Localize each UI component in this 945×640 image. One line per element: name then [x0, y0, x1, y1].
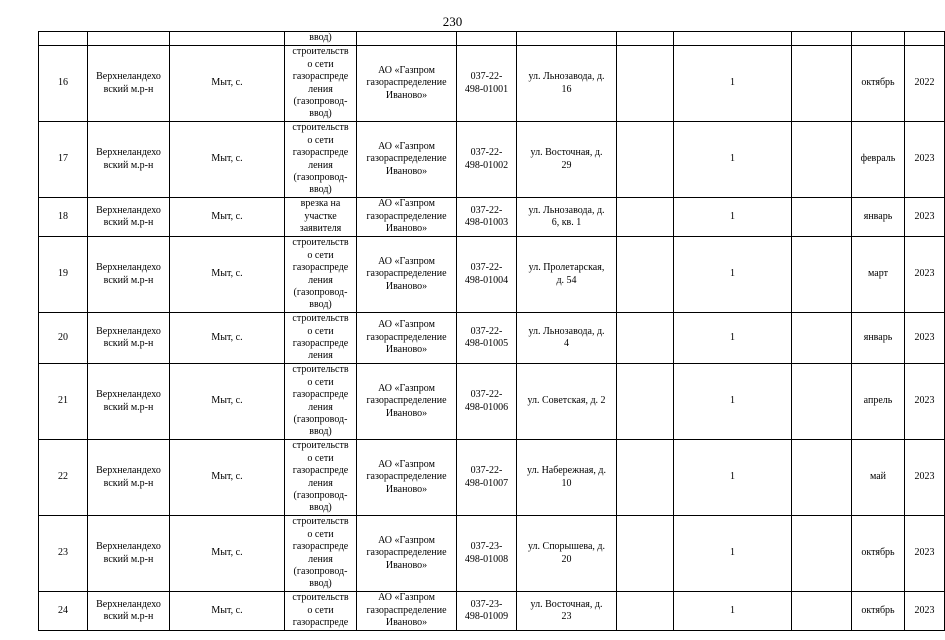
cell-year: 2023: [905, 122, 945, 198]
cell-work-type: [285, 364, 357, 440]
cell-line: о сети: [307, 452, 334, 464]
cell-line: вский м.р-н: [103, 338, 154, 349]
cell-line: 23: [561, 611, 572, 622]
cell-month: март: [852, 237, 905, 313]
cell-line: 498-01009: [464, 611, 509, 622]
cell-district: [88, 237, 170, 313]
cell-line: АО «Газпром: [378, 140, 435, 152]
cell-num: 23: [39, 516, 88, 592]
cell-line: врезка на: [300, 198, 341, 210]
table-row: [39, 592, 945, 631]
cell-line: 498-01006: [464, 401, 509, 413]
cell-year: 2022: [905, 46, 945, 122]
cell-line: газораспределение: [366, 604, 447, 616]
cell-line: Верхнеландехо: [96, 147, 161, 159]
cell-line: вский м.р-н: [103, 159, 154, 171]
cell-line: АО «Газпром: [378, 198, 435, 210]
cell-work-type: [285, 122, 357, 198]
cell-line: Иваново»: [385, 559, 428, 571]
cell-line: ления: [308, 477, 333, 489]
cell-district: [88, 198, 170, 237]
cell-line: Верхнеландехо: [96, 598, 161, 610]
cell-line: о сети: [307, 134, 334, 146]
cell-line: 037-23-: [470, 541, 503, 553]
cell-line: строительств: [292, 122, 349, 134]
cell-line: газораспределение: [366, 395, 447, 407]
cell-quantity: 1: [674, 237, 792, 313]
cell-empty: [617, 237, 674, 313]
cell-year: 2023: [905, 440, 945, 516]
cell-address: [517, 122, 617, 198]
cell-code: [457, 592, 517, 631]
cell-line: Иваново»: [385, 165, 428, 177]
cell-year: 2023: [905, 237, 945, 313]
cell-line: ввод): [309, 502, 332, 514]
cell-empty: [617, 122, 674, 198]
cell-settlement: Мыт, с.: [170, 592, 285, 631]
cell-line: Иваново»: [385, 89, 428, 101]
cell-line: 6, кв. 1: [551, 217, 582, 228]
cell-line: 037-22-: [470, 262, 503, 274]
cell-month: май: [852, 440, 905, 516]
cell-quantity: 1: [674, 592, 792, 631]
cell-line: ул. Льнозавода, д.: [528, 71, 605, 83]
cell-line: ввод): [309, 299, 332, 311]
cell-empty: [792, 46, 852, 122]
cell-line: ления: [308, 83, 333, 95]
cell-line: вский м.р-н: [103, 553, 154, 565]
cell-line: вский м.р-н: [103, 401, 154, 413]
cell-work-type: [285, 516, 357, 592]
cell-line: строительств: [292, 440, 349, 452]
cell-quantity: 1: [674, 364, 792, 440]
cell-line: ул. Восточная, д.: [530, 598, 603, 610]
cell-quantity: [674, 32, 792, 46]
cell-code: [457, 237, 517, 313]
cell-line: 498-01001: [464, 83, 509, 95]
cell-line: газораспреде: [292, 465, 349, 477]
cell-line: (газопровод-: [293, 413, 348, 425]
cell-line: 20: [561, 553, 572, 565]
cell-line: о сети: [307, 376, 334, 388]
cell-line: (газопровод-: [293, 171, 348, 183]
cell-empty: [792, 516, 852, 592]
table-row: [39, 122, 945, 198]
cell-address: [517, 364, 617, 440]
table-row: [39, 440, 945, 516]
cell-line: газораспределение: [366, 77, 447, 89]
cell-line: Верхнеландехо: [96, 325, 161, 337]
table-row: [39, 516, 945, 592]
cell-address: [517, 46, 617, 122]
cell-district: [88, 592, 170, 631]
table-row: [39, 198, 945, 237]
cell-empty: [617, 198, 674, 237]
table-row: [39, 237, 945, 313]
cell-address: [517, 198, 617, 237]
cell-line: ввод): [309, 108, 332, 120]
cell-empty: [792, 440, 852, 516]
cell-num: 20: [39, 313, 88, 364]
gas-connection-table: [38, 31, 945, 631]
cell-code: [457, 516, 517, 592]
cell-line: участке: [304, 210, 337, 222]
cell-month: октябрь: [852, 46, 905, 122]
cell-empty: [617, 516, 674, 592]
cell-district: [88, 364, 170, 440]
cell-address: [517, 516, 617, 592]
cell-line: строительств: [292, 313, 349, 325]
cell-num: 21: [39, 364, 88, 440]
cell-line: 037-23-: [470, 598, 503, 610]
cell-line: 498-01002: [464, 159, 509, 171]
cell-line: ул. Набережная, д.: [527, 465, 606, 477]
cell-line: 4: [564, 338, 569, 349]
cell-line: (газопровод-: [293, 489, 348, 501]
cell-line: Иваново»: [385, 223, 428, 235]
cell-code: [457, 313, 517, 364]
cell-line: газораспределение: [366, 331, 447, 343]
cell-line: 037-22-: [470, 465, 503, 477]
cell-line: АО «Газпром: [378, 319, 435, 331]
cell-address: [517, 32, 617, 46]
cell-organization: [357, 592, 457, 631]
cell-line: Верхнеландехо: [96, 71, 161, 83]
cell-code: [457, 46, 517, 122]
cell-line: ления: [308, 401, 333, 413]
cell-line: ул. Пролетарская,: [528, 262, 605, 274]
cell-year: 2023: [905, 364, 945, 440]
cell-line: Иваново»: [385, 280, 428, 292]
cell-year: 2023: [905, 313, 945, 364]
cell-num: 16: [39, 46, 88, 122]
cell-line: газораспреде: [292, 541, 349, 553]
cell-organization: [357, 364, 457, 440]
cell-line: строительств: [292, 46, 349, 58]
cell-work-type: [285, 440, 357, 516]
cell-quantity: 1: [674, 440, 792, 516]
cell-line: строительств: [292, 516, 349, 528]
cell-line: газораспреде: [292, 617, 349, 629]
cell-organization: [357, 237, 457, 313]
cell-line: ления: [308, 350, 333, 362]
table-row: [39, 364, 945, 440]
cell-num: 22: [39, 440, 88, 516]
cell-work-type: [285, 313, 357, 364]
cell-line: (газопровод-: [293, 565, 348, 577]
cell-line: 498-01003: [464, 217, 509, 228]
cell-month: январь: [852, 198, 905, 237]
cell-quantity: 1: [674, 516, 792, 592]
cell-line: газораспреде: [292, 262, 349, 274]
cell-line: 037-22-: [470, 325, 503, 337]
cell-line: ления: [308, 553, 333, 565]
cell-line: 037-22-: [470, 389, 503, 401]
cell-line: вский м.р-н: [103, 274, 154, 286]
cell-code: [457, 364, 517, 440]
cell-quantity: 1: [674, 46, 792, 122]
cell-organization: [357, 32, 457, 46]
cell-line: 16: [561, 83, 572, 95]
cell-organization: [357, 46, 457, 122]
cell-line: о сети: [307, 58, 334, 70]
cell-line: строительств: [292, 364, 349, 376]
cell-empty: [792, 592, 852, 631]
cell-month: январь: [852, 313, 905, 364]
cell-line: ул. Восточная, д.: [530, 147, 603, 159]
cell-line: Верхнеландехо: [96, 389, 161, 401]
cell-line: ления: [308, 274, 333, 286]
cell-line: Иваново»: [385, 407, 428, 419]
cell-month: октябрь: [852, 592, 905, 631]
cell-organization: [357, 440, 457, 516]
cell-line: 037-22-: [470, 71, 503, 83]
cell-settlement: Мыт, с.: [170, 516, 285, 592]
cell-empty: [792, 122, 852, 198]
cell-district: [88, 46, 170, 122]
cell-num: 24: [39, 592, 88, 631]
cell-empty: [617, 46, 674, 122]
cell-line: газораспределение: [366, 210, 447, 222]
cell-line: ввод): [309, 184, 332, 196]
cell-num: [39, 32, 88, 46]
cell-line: газораспреде: [292, 71, 349, 83]
cell-settlement: Мыт, с.: [170, 122, 285, 198]
cell-line: газораспреде: [292, 147, 349, 159]
cell-line: 498-01004: [464, 274, 509, 286]
cell-line: Верхнеландехо: [96, 465, 161, 477]
cell-organization: [357, 313, 457, 364]
cell-line: 498-01005: [464, 338, 509, 349]
cell-empty: [617, 364, 674, 440]
cell-empty: [617, 440, 674, 516]
cell-line: 037-22-: [470, 204, 503, 216]
cell-line: вский м.р-н: [103, 217, 154, 228]
cell-line: АО «Газпром: [378, 592, 435, 604]
cell-line: АО «Газпром: [378, 382, 435, 394]
cell-empty: [792, 237, 852, 313]
table-row-continued: [39, 32, 945, 46]
cell-line: заявителя: [299, 223, 342, 235]
cell-empty: [617, 313, 674, 364]
cell-work-type: [285, 198, 357, 237]
cell-line: о сети: [307, 528, 334, 540]
cell-month: [852, 32, 905, 46]
cell-code: [457, 32, 517, 46]
cell-work-type: [285, 237, 357, 313]
cell-month: февраль: [852, 122, 905, 198]
cell-line: ввод): [309, 426, 332, 438]
cell-line: ления: [308, 159, 333, 171]
table-row: [39, 313, 945, 364]
cell-month: апрель: [852, 364, 905, 440]
cell-quantity: 1: [674, 122, 792, 198]
cell-empty: [617, 592, 674, 631]
cell-line: 037-22-: [470, 147, 503, 159]
cell-organization: [357, 516, 457, 592]
cell-address: [517, 237, 617, 313]
cell-address: [517, 440, 617, 516]
cell-empty: [792, 364, 852, 440]
cell-line: вский м.р-н: [103, 611, 154, 622]
cell-district: [88, 122, 170, 198]
cell-line: АО «Газпром: [378, 458, 435, 470]
cell-empty: [792, 198, 852, 237]
cell-line: строительств: [292, 237, 349, 249]
cell-line: Иваново»: [385, 344, 428, 356]
cell-line: ул. Льнозавода, д.: [528, 204, 605, 216]
cell-work-type: ввод): [285, 32, 357, 46]
cell-year: 2023: [905, 592, 945, 631]
cell-line: 10: [561, 477, 572, 489]
cell-num: 19: [39, 237, 88, 313]
cell-year: 2023: [905, 516, 945, 592]
cell-line: Верхнеландехо: [96, 262, 161, 274]
cell-year: 2023: [905, 198, 945, 237]
cell-organization: [357, 122, 457, 198]
cell-line: АО «Газпром: [378, 255, 435, 267]
cell-line: строительств: [292, 592, 349, 604]
cell-line: о сети: [307, 249, 334, 261]
cell-settlement: Мыт, с.: [170, 237, 285, 313]
cell-line: вский м.р-н: [103, 83, 154, 95]
cell-empty: [792, 313, 852, 364]
cell-line: ул. Льнозавода, д.: [528, 325, 605, 337]
cell-line: Верхнеландехо: [96, 541, 161, 553]
cell-district: [88, 32, 170, 46]
cell-line: о сети: [307, 604, 334, 616]
cell-month: октябрь: [852, 516, 905, 592]
cell-code: [457, 440, 517, 516]
cell-line: Верхнеландехо: [96, 204, 161, 216]
cell-line: 29: [561, 159, 572, 171]
cell-line: ул. Спорышева, д.: [527, 541, 606, 553]
cell-line: АО «Газпром: [378, 534, 435, 546]
cell-settlement: [170, 32, 285, 46]
table-row: [39, 46, 945, 122]
cell-line: д. 54: [556, 274, 577, 286]
cell-settlement: Мыт, с.: [170, 313, 285, 364]
cell-work-type: [285, 592, 357, 631]
cell-settlement: Мыт, с.: [170, 364, 285, 440]
cell-line: вский м.р-н: [103, 477, 154, 489]
cell-num: 18: [39, 198, 88, 237]
cell-quantity: 1: [674, 198, 792, 237]
cell-settlement: Мыт, с.: [170, 46, 285, 122]
cell-line: ввод): [309, 578, 332, 590]
cell-line: (газопровод-: [293, 95, 348, 107]
cell-empty: [617, 32, 674, 46]
cell-year: [905, 32, 945, 46]
cell-address: [517, 592, 617, 631]
cell-line: газораспределение: [366, 153, 447, 165]
cell-district: [88, 440, 170, 516]
cell-line: 498-01007: [464, 477, 509, 489]
cell-empty: [792, 32, 852, 46]
page-number: 230: [442, 14, 463, 29]
cell-code: [457, 122, 517, 198]
cell-district: [88, 313, 170, 364]
cell-line: АО «Газпром: [378, 64, 435, 76]
cell-line: ул. Советская, д. 2: [527, 395, 606, 407]
cell-line: газораспределение: [366, 471, 447, 483]
cell-line: 498-01008: [464, 553, 509, 565]
cell-line: Иваново»: [385, 483, 428, 495]
cell-settlement: Мыт, с.: [170, 198, 285, 237]
cell-num: 17: [39, 122, 88, 198]
cell-address: [517, 313, 617, 364]
cell-quantity: 1: [674, 313, 792, 364]
cell-line: газораспределение: [366, 547, 447, 559]
cell-district: [88, 516, 170, 592]
cell-line: (газопровод-: [293, 286, 348, 298]
cell-settlement: Мыт, с.: [170, 440, 285, 516]
cell-code: [457, 198, 517, 237]
cell-line: газораспреде: [292, 338, 349, 349]
cell-line: газораспределение: [366, 268, 447, 280]
cell-work-type: [285, 46, 357, 122]
cell-organization: [357, 198, 457, 237]
cell-line: о сети: [307, 325, 334, 337]
cell-line: Иваново»: [385, 617, 428, 629]
cell-line: газораспреде: [292, 389, 349, 401]
